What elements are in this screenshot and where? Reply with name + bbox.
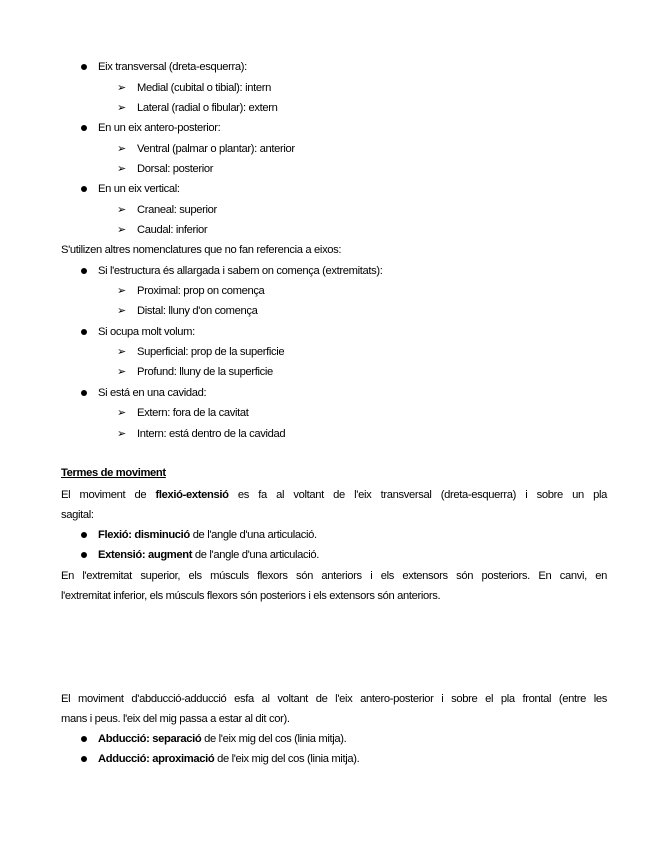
bullet-icon bbox=[81, 552, 87, 558]
bullet-icon bbox=[81, 125, 87, 131]
list-item: En un eix vertical: bbox=[98, 183, 180, 195]
text-run: El moviment de bbox=[61, 489, 147, 501]
sub-list-item: Proximal: prop on comença bbox=[137, 285, 265, 297]
list-item: Si ocupa molt volum: bbox=[98, 326, 195, 338]
bullet-icon bbox=[81, 268, 87, 274]
list-item: Si l'estructura és allargada i sabem on comença (extremitats): bbox=[98, 265, 383, 277]
paragraph-line: sagital: bbox=[61, 509, 94, 521]
sub-list-item: Extern: fora de la cavitat bbox=[137, 407, 249, 419]
bold-term: Extensió: augment bbox=[98, 549, 193, 561]
list-item: En un eix antero-posterior: bbox=[98, 122, 221, 134]
bullet-icon bbox=[81, 186, 87, 192]
arrow-bullet-icon: ➢ bbox=[117, 163, 127, 175]
arrow-bullet-icon: ➢ bbox=[117, 102, 127, 114]
text-run: de l'angle d'una articulació. bbox=[194, 549, 320, 561]
paragraph-line: El moviment d'abducció-adducció esfa al voltant de l'eix antero-posterior i sobre el pla frontal (entre les bbox=[61, 693, 607, 705]
bullet-icon bbox=[81, 756, 87, 762]
arrow-bullet-icon: ➢ bbox=[117, 285, 127, 297]
sub-list-item: Distal: lluny d'on comença bbox=[137, 305, 258, 317]
list-item bbox=[98, 732, 346, 746]
arrow-bullet-icon: ➢ bbox=[117, 428, 127, 440]
paragraph-line bbox=[61, 488, 607, 502]
paragraph-line: l'extremitat inferior, els músculs flexors són posteriors i els extensors són anteriors. bbox=[61, 590, 441, 602]
bold-term: Abducció: separació bbox=[98, 733, 202, 745]
arrow-bullet-icon: ➢ bbox=[117, 305, 127, 317]
sub-list-item: Superficial: prop de la superficie bbox=[137, 346, 285, 358]
arrow-bullet-icon: ➢ bbox=[117, 346, 127, 358]
arrow-bullet-icon: ➢ bbox=[117, 366, 127, 378]
paragraph-line: mans i peus. l'eix del mig passa a estar al dit cor). bbox=[61, 713, 290, 725]
section-heading: Termes de moviment bbox=[61, 467, 166, 479]
bullet-icon bbox=[81, 64, 87, 70]
arrow-bullet-icon: ➢ bbox=[117, 407, 127, 419]
sub-list-item: Intern: está dentro de la cavidad bbox=[137, 428, 286, 440]
arrow-bullet-icon: ➢ bbox=[117, 82, 127, 94]
arrow-bullet-icon: ➢ bbox=[117, 204, 127, 216]
bullet-icon bbox=[81, 736, 87, 742]
sub-list-item: Ventral (palmar o plantar): anterior bbox=[137, 143, 295, 155]
sub-list-item: Craneal: superior bbox=[137, 204, 217, 216]
bullet-icon bbox=[81, 532, 87, 538]
text-run: de l'angle d'una articulació. bbox=[192, 529, 317, 541]
paragraph-line: En l'extremitat superior, els músculs flexors són anteriors i els extensors són posteriors. En canvi, en bbox=[61, 570, 607, 582]
text-run: es fa al voltant de l'eix transversal (dreta-esquerra) i sobre un pla bbox=[237, 489, 607, 501]
bold-term: flexió-extensió bbox=[155, 489, 229, 501]
bullet-icon bbox=[81, 329, 87, 335]
arrow-bullet-icon: ➢ bbox=[117, 224, 127, 236]
arrow-bullet-icon: ➢ bbox=[117, 143, 127, 155]
list-item bbox=[98, 752, 359, 766]
sub-list-item: Lateral (radial o fibular): extern bbox=[137, 102, 278, 114]
bold-term: Flexió: disminució bbox=[98, 529, 190, 541]
bullet-icon bbox=[81, 390, 87, 396]
list-item: Si está en una cavidad: bbox=[98, 387, 207, 399]
text-run: de l'eix mig del cos (linia mitja). bbox=[204, 733, 347, 745]
list-item bbox=[98, 548, 319, 562]
list-item bbox=[98, 528, 317, 542]
sub-list-item: Medial (cubital o tibial): intern bbox=[137, 82, 271, 94]
sub-list-item: Dorsal: posterior bbox=[137, 163, 214, 175]
sub-list-item: Caudal: inferior bbox=[137, 224, 208, 236]
bold-term: Adducció: aproximació bbox=[98, 753, 215, 765]
list-item: Eix transversal (dreta-esquerra): bbox=[98, 61, 247, 73]
intro-paragraph: S'utilizen altres nomenclatures que no fan referencia a eixos: bbox=[61, 244, 342, 256]
sub-list-item: Profund: lluny de la superficie bbox=[137, 366, 273, 378]
text-run: de l'eix mig del cos (linia mitja). bbox=[217, 753, 360, 765]
